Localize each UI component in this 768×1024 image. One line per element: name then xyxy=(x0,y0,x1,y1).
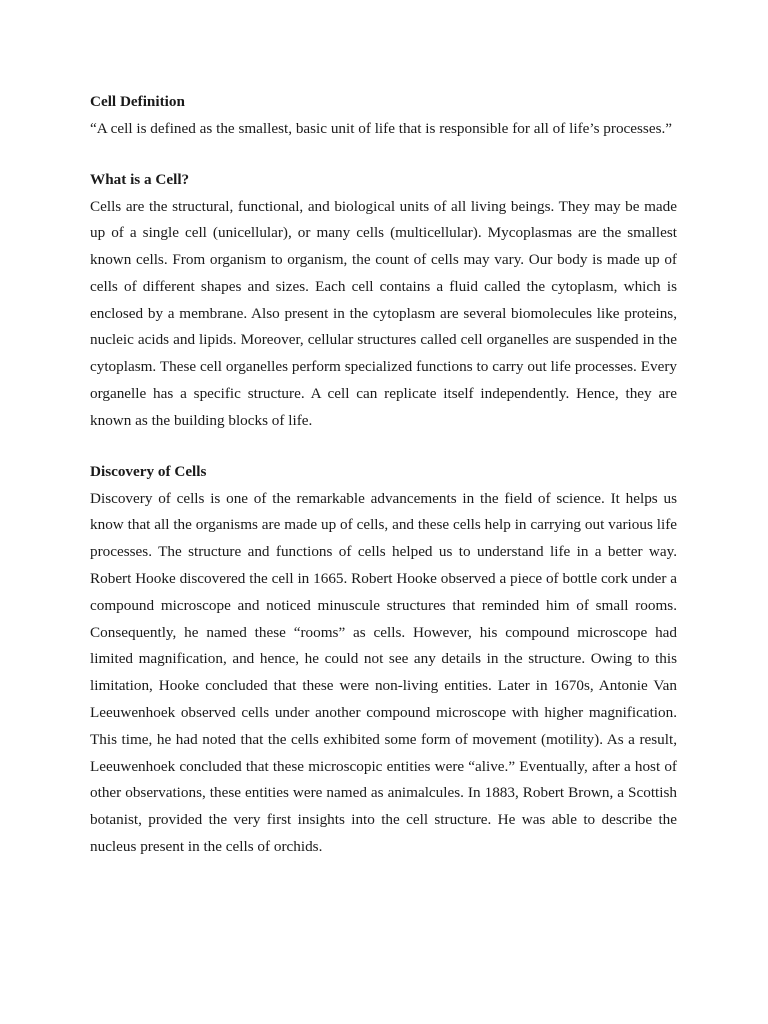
section-what-is-a-cell xyxy=(90,170,677,435)
section-body: Discovery of cells is one of the remarkable advancements in the field of science. It helps us know that all the organisms are made up of cells, and these cells help in carrying out various life processes. The structure and functions of cells helped us to understand life in a better way. Robert Hooke discovered the cell in 1665. Robert Hooke observed a piece of bottle cork under a compound microscope and noticed minuscule structures that reminded him of small rooms. Consequently, he named these “rooms” as cells. However, his compound microscope had limited magnification, and hence, he could not see any details in the structure. Owing to this limitation, Hooke concluded that these were non-living entities. Later in 1670s, Antonie Van Leeuwenhoek observed cells under another compound microscope with higher magnification. This time, he had noted that the cells exhibited some form of movement (motility). As a result, Leeuwenhoek concluded that these microscopic entities were “alive.” Eventually, after a host of other observations, these entities were named as animalcules. In 1883, Robert Brown, a Scottish botanist, provided the very first insights into the cell structure. He was able to describe the nucleus present in the cells of orchids. xyxy=(90,489,677,856)
section-body: “A cell is defined as the smallest, basic unit of life that is responsible for all of life’s processes.” xyxy=(90,120,673,137)
section-heading: Cell Definition xyxy=(90,93,185,110)
section-discovery-of-cells xyxy=(90,462,677,861)
section-cell-definition xyxy=(90,92,677,143)
section-heading: What is a Cell? xyxy=(90,170,190,188)
section-body: Cells are the structural, functional, and biological units of all living beings. They may be made up of a single cell (unicellular), or many cells (multicellular). Mycoplasmas are the smallest known cells. From organism to organism, the count of cells may vary. Our body is made up of cells of different shapes and sizes. Each cell contains a fluid called the cytoplasm, which is enclosed by a membrane. Also present in the cytoplasm are several biomolecules like proteins, nucleic acids and lipids. Moreover, cellular structures called cell organelles are suspended in the cytoplasm. These cell organelles perform specialized functions to carry out life processes. Every organelle has a specific structure. A cell can replicate itself independently. Hence, they are known as the building blocks of life. xyxy=(90,197,677,429)
document-page xyxy=(90,92,677,861)
section-heading: Discovery of Cells xyxy=(90,462,207,480)
